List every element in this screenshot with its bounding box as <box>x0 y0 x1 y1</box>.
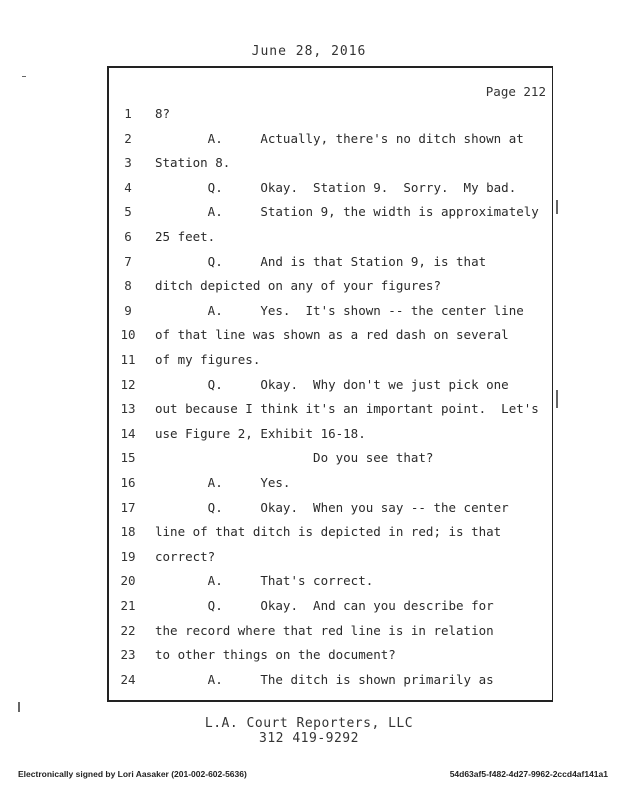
line-number: 18 <box>120 524 136 540</box>
line-number: 13 <box>120 401 136 417</box>
line-number: 22 <box>120 622 136 638</box>
line-number: 9 <box>124 302 132 318</box>
line-text: Q. Okay. And can you describe for <box>155 598 494 613</box>
line-text: of that line was shown as a red dash on several <box>155 327 509 343</box>
line-number: 4 <box>124 179 132 195</box>
document-id: 54d63af5-f482-4d27-9962-2ccd4af141a1 <box>449 769 608 779</box>
scan-speck <box>22 76 26 77</box>
line-text: A. That's correct. <box>155 573 374 589</box>
line-text: out because I think it's an important point. Let's <box>155 401 539 417</box>
line-text: ditch depicted on any of your figures? <box>155 278 441 294</box>
electronic-signature: Electronically signed by Lori Aasaker (201-002-602-5636) <box>18 769 247 779</box>
line-text: 25 feet. <box>155 229 216 244</box>
line-text: to other things on the document? <box>155 647 396 663</box>
line-number: 20 <box>120 573 136 589</box>
scan-speck <box>556 390 558 408</box>
line-number: 8 <box>124 278 132 294</box>
line-number: 14 <box>120 425 136 441</box>
line-text: A. Station 9, the width is approximately <box>155 204 539 220</box>
line-text: A. Actually, there's no ditch shown at <box>155 130 524 146</box>
line-number: 19 <box>120 548 136 564</box>
line-text: Q. Okay. Why don't we just pick one <box>155 376 509 392</box>
line-number: 3 <box>124 155 132 171</box>
line-text: the record where that red line is in relation <box>155 622 494 638</box>
line-text: A. Yes. <box>155 475 291 490</box>
line-number: 17 <box>120 499 136 515</box>
header-date: June 28, 2016 <box>251 44 367 59</box>
line-text: A. The ditch is shown primarily as <box>155 671 494 687</box>
line-number: 2 <box>124 130 132 146</box>
scan-speck <box>18 702 20 712</box>
footer-phone: 312 419-9292 <box>259 731 359 746</box>
line-number: 21 <box>120 598 136 613</box>
line-text: line of that ditch is depicted in red; is that <box>155 524 502 540</box>
line-text: use Figure 2, Exhibit 16-18. <box>155 425 366 441</box>
line-number: 12 <box>120 376 136 392</box>
line-text: Station 8. <box>155 155 231 171</box>
line-number: 23 <box>120 647 136 663</box>
line-number: 16 <box>120 475 136 490</box>
line-number: 24 <box>120 671 136 687</box>
line-text: correct? <box>155 548 216 564</box>
line-text: A. Yes. It's shown -- the center line <box>155 302 524 318</box>
line-text: 8? <box>155 106 171 121</box>
line-number: 10 <box>120 327 136 343</box>
page-number: Page 212 <box>485 84 546 99</box>
line-number: 7 <box>124 253 132 269</box>
line-number: 15 <box>120 450 136 466</box>
line-text: Q. Okay. Station 9. Sorry. My bad. <box>155 179 517 195</box>
line-number: 1 <box>124 106 132 121</box>
line-number: 6 <box>124 229 132 244</box>
transcript-page <box>107 66 553 702</box>
line-text: Q. Okay. When you say -- the center <box>155 499 509 515</box>
scan-speck <box>556 200 558 214</box>
line-text: Q. And is that Station 9, is that <box>155 253 487 269</box>
line-number: 11 <box>120 352 136 367</box>
line-text: of my figures. <box>155 352 261 367</box>
line-number: 5 <box>124 204 132 220</box>
footer-company: L.A. Court Reporters, LLC <box>204 716 414 731</box>
line-text: Do you see that? <box>155 450 434 466</box>
